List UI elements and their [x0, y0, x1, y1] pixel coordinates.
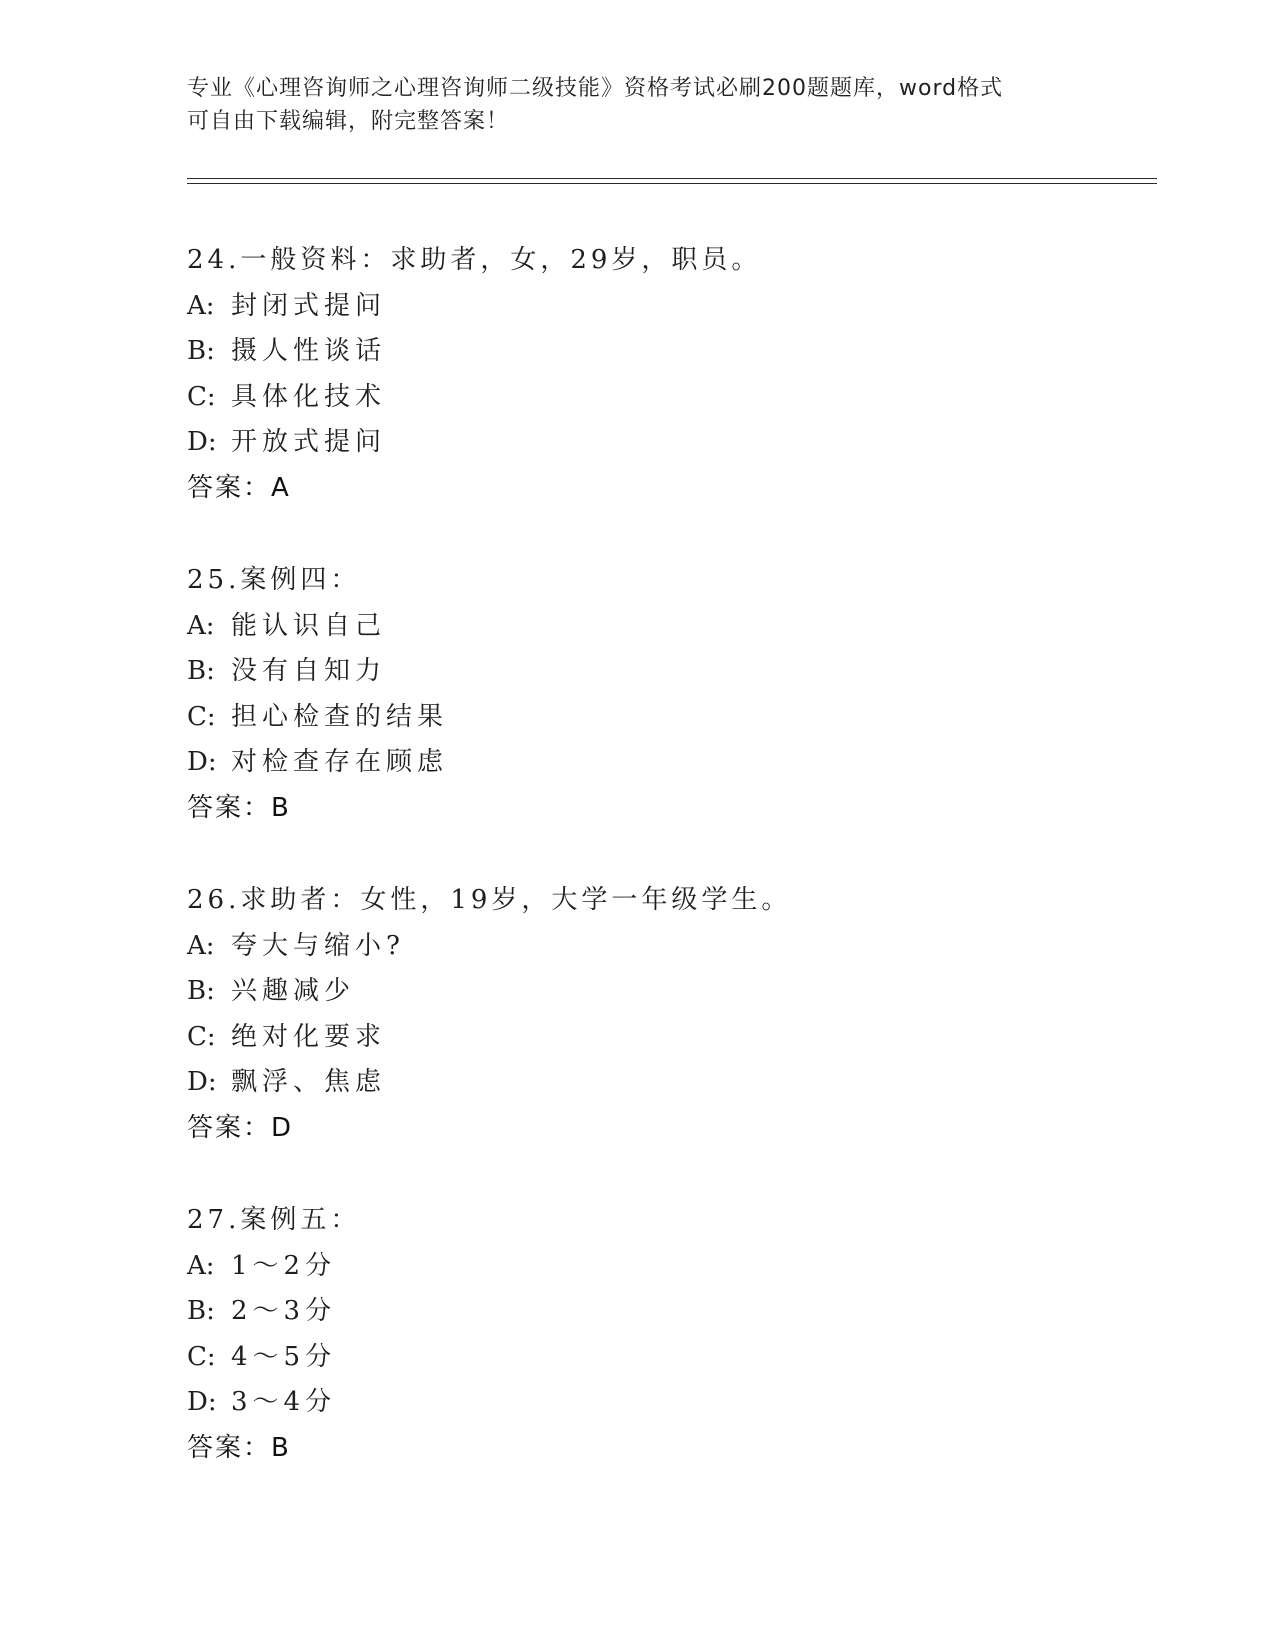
header-title-line-1: 专业《心理咨询师之心理咨询师二级技能》资格考试必刷200题题库，word格式: [187, 76, 1004, 101]
question-24: [187, 238, 1147, 558]
option-a: [187, 1244, 1147, 1290]
option-b: [187, 649, 1147, 695]
option-b: [187, 969, 1147, 1015]
option-text: 具体化技术: [231, 381, 387, 412]
option-text: 2～3分: [231, 1296, 337, 1327]
option-letter: B:: [187, 336, 215, 367]
option-text: 3～4分: [231, 1387, 337, 1418]
option-letter: B:: [187, 976, 215, 1007]
option-text: 对检查存在顾虑: [231, 747, 449, 778]
option-text: 4～5分: [231, 1341, 337, 1372]
header-title-line-2: 可自由下载编辑，附完整答案！: [187, 109, 510, 134]
option-letter: A:: [187, 930, 215, 961]
option-text: 担心检查的结果: [231, 701, 449, 732]
option-letter: C:: [187, 1341, 216, 1372]
option-a: [187, 924, 1147, 970]
option-letter: A:: [187, 610, 215, 641]
option-text: 绝对化要求: [231, 1021, 387, 1052]
question-25: [187, 558, 1147, 878]
option-letter: C:: [187, 701, 216, 732]
option-letter: B:: [187, 656, 215, 687]
header-divider-top: [187, 178, 1157, 179]
option-letter: B:: [187, 1296, 215, 1327]
document-header: [187, 72, 1087, 138]
option-b: [187, 1289, 1147, 1335]
answer-line: 答案：D: [187, 1112, 294, 1143]
option-letter: A:: [187, 290, 215, 321]
option-b: [187, 329, 1147, 375]
option-c: [187, 1015, 1147, 1061]
option-a: [187, 604, 1147, 650]
option-d: [187, 740, 1147, 786]
option-d: [187, 1380, 1147, 1426]
answer-line: 答案：B: [187, 1432, 291, 1463]
answer-line: 答案：A: [187, 472, 291, 503]
question-stem: 27.案例五：: [187, 1205, 361, 1235]
question-stem: 24.一般资料：求助者，女，29岁，职员。: [187, 245, 762, 275]
option-text: 飘浮、焦虑: [231, 1067, 387, 1098]
option-letter: C:: [187, 381, 216, 412]
option-c: [187, 375, 1147, 421]
header-divider-bottom: [187, 183, 1157, 184]
question-stem: 26.求助者：女性，19岁，大学一年级学生。: [187, 885, 792, 915]
option-c: [187, 695, 1147, 741]
option-text: 摄人性谈话: [231, 336, 387, 367]
option-d: [187, 420, 1147, 466]
option-letter: A:: [187, 1250, 215, 1281]
option-text: 没有自知力: [231, 656, 387, 687]
option-text: 能认识自己: [231, 610, 387, 641]
option-letter: D:: [187, 747, 217, 778]
option-c: [187, 1335, 1147, 1381]
option-d: [187, 1060, 1147, 1106]
answer-line: 答案：B: [187, 792, 291, 823]
option-a: [187, 284, 1147, 330]
question-stem: 25.案例四：: [187, 565, 361, 595]
option-text: 1～2分: [231, 1250, 337, 1281]
option-letter: D:: [187, 427, 217, 458]
option-letter: C:: [187, 1021, 216, 1052]
option-letter: D:: [187, 1067, 217, 1098]
option-text: 夸大与缩小?: [231, 930, 405, 961]
question-list: [187, 238, 1147, 1518]
option-text: 封闭式提问: [231, 290, 387, 321]
option-text: 开放式提问: [231, 427, 387, 458]
option-letter: D:: [187, 1387, 217, 1418]
option-text: 兴趣减少: [231, 976, 356, 1007]
question-27: [187, 1198, 1147, 1518]
question-26: [187, 878, 1147, 1198]
